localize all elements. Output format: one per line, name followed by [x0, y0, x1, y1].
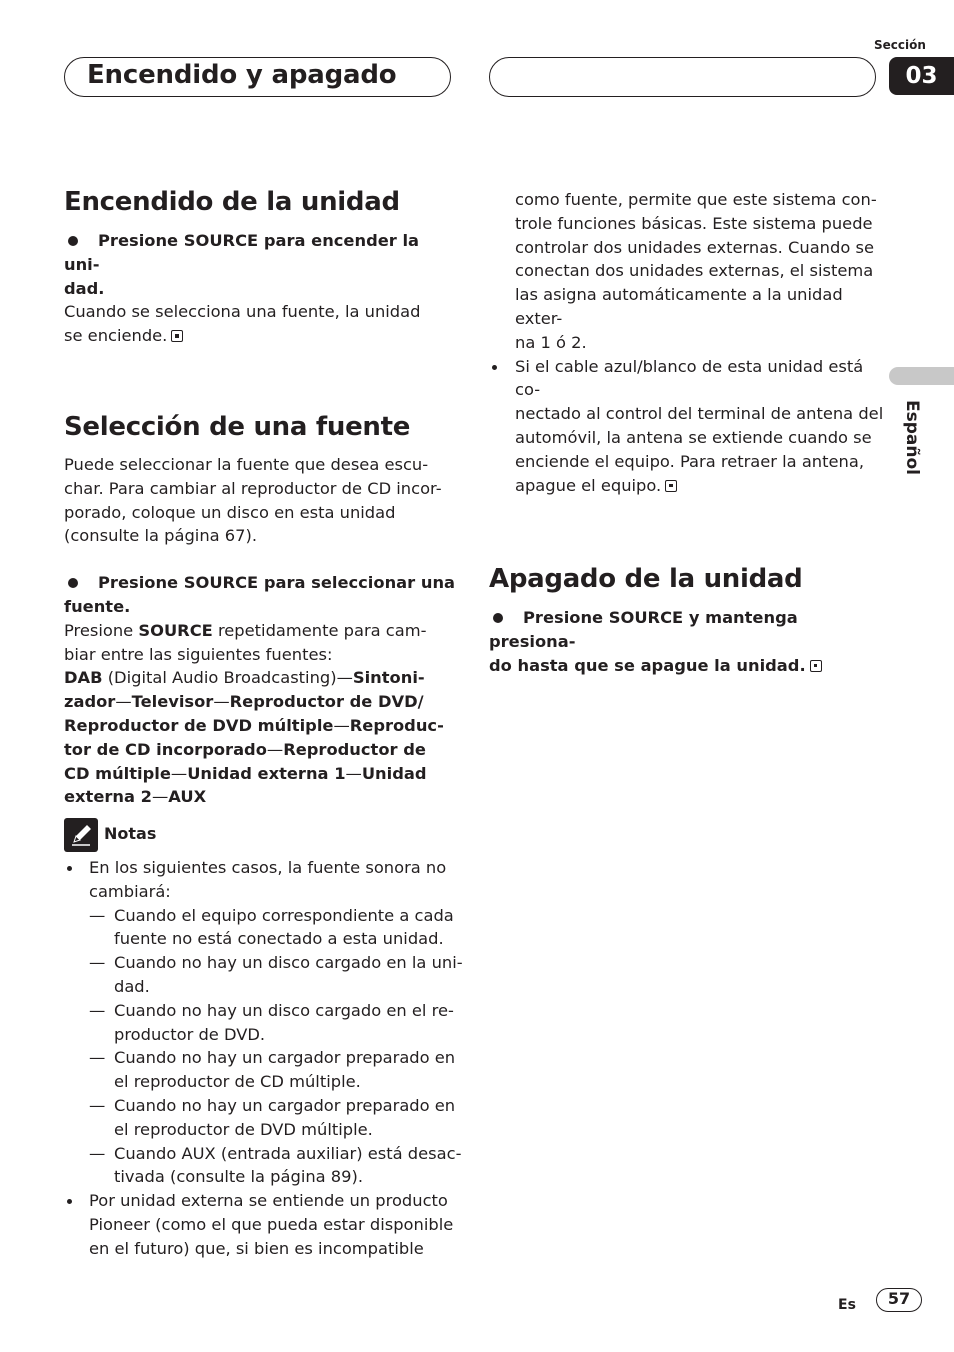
end-mark-icon — [171, 330, 183, 342]
bullet-dot — [493, 613, 503, 623]
note-item: En los siguientes casos, la fuente sonora no cambiará: — [64, 856, 464, 904]
section-title-power-off: Apagado de la unidad — [489, 564, 803, 595]
language-label: Español — [902, 400, 922, 475]
language-tab — [889, 367, 954, 385]
note-subitem: — Cuando no hay un cargador preparado en el reproductor de DVD múltiple. — [64, 1094, 464, 1142]
note-subitem: — Cuando no hay un disco cargado en la uni- dad. — [64, 951, 464, 999]
source-sequence: DAB (Digital Audio Broadcasting)—Sintoni- zador—Televisor—Reproductor de DVD/ Reproductor de DVD múltiple—Reproduc- tor de CD incorporado—Reproductor de CD múltiple—Unidad externa 1—Unidad externa 2—AUX — [64, 668, 444, 807]
notes-pencil-icon — [64, 818, 98, 852]
footer-lang-code: Es — [838, 1297, 856, 1313]
page-number: 57 — [876, 1288, 922, 1312]
instruction-power-on: Presione SOURCE para encender la uni- dad. — [64, 231, 420, 298]
instruction-power-off: Presione SOURCE y mantenga presiona- do hasta que se apague la unidad. — [489, 606, 889, 677]
note-item-antenna: Si el cable azul/blanco de esta unidad está co- nectado al control del terminal de antena del automóvil, la antena se extiende cuando se enciende el equipo. Para retraer la antena, apague el equipo. — [489, 355, 889, 498]
section-label: Sección — [874, 38, 926, 52]
bullet-dot — [68, 578, 78, 588]
intro-source-select: Puede seleccionar la fuente que desea escu- char. Para cambiar al reproductor de CD incor- porado, coloque un disco en esta unidad (consulte la página 67). — [64, 454, 442, 546]
note-subitem: — Cuando no hay un disco cargado en el re- productor de DVD. — [64, 999, 464, 1047]
instruction-source-select: Presione SOURCE para seleccionar una fuente. — [64, 573, 456, 616]
section-number: 03 — [889, 57, 954, 95]
section-title-power-on: Encendido de la unidad — [64, 187, 400, 217]
note-subitem: — Cuando AUX (entrada auxiliar) está desac- tivada (consulte la página 89). — [64, 1142, 464, 1190]
header-title: Encendido y apagado — [87, 60, 397, 90]
note-subitem: — Cuando el equipo correspondiente a cada fuente no está conectado a esta unidad. — [64, 904, 464, 952]
continued-note: como fuente, permite que este sistema con- trole funciones básicas. Este sistema puede controlar dos unidades externas. Cuando se conectan dos unidades externas, el sistema las asigna automáticamente a la unidad exter- na 1 ó 2. — [515, 190, 877, 352]
section-title-source-select: Selección de una fuente — [64, 411, 411, 442]
header-blank-bar — [489, 57, 876, 97]
end-mark-icon — [665, 480, 677, 492]
notes-title: Notas — [104, 824, 157, 843]
notes-list — [64, 856, 464, 1261]
note-subitem: — Cuando no hay un cargador preparado en el reproductor de CD múltiple. — [64, 1046, 464, 1094]
header-title-bar — [64, 57, 451, 97]
body-power-on: Cuando se selecciona una fuente, la unidad se enciende. — [64, 302, 421, 346]
left-column — [64, 186, 456, 809]
press-source-text: Presione SOURCE repetidamente para cam- biar entre las siguientes fuentes: — [64, 620, 427, 664]
end-mark-icon — [810, 660, 822, 672]
right-column — [489, 188, 889, 678]
bullet-dot — [68, 236, 78, 246]
note-item: Por unidad externa se entiende un producto Pioneer (como el que pueda estar disponible en el futuro) que, si bien es incompatible — [64, 1189, 464, 1260]
